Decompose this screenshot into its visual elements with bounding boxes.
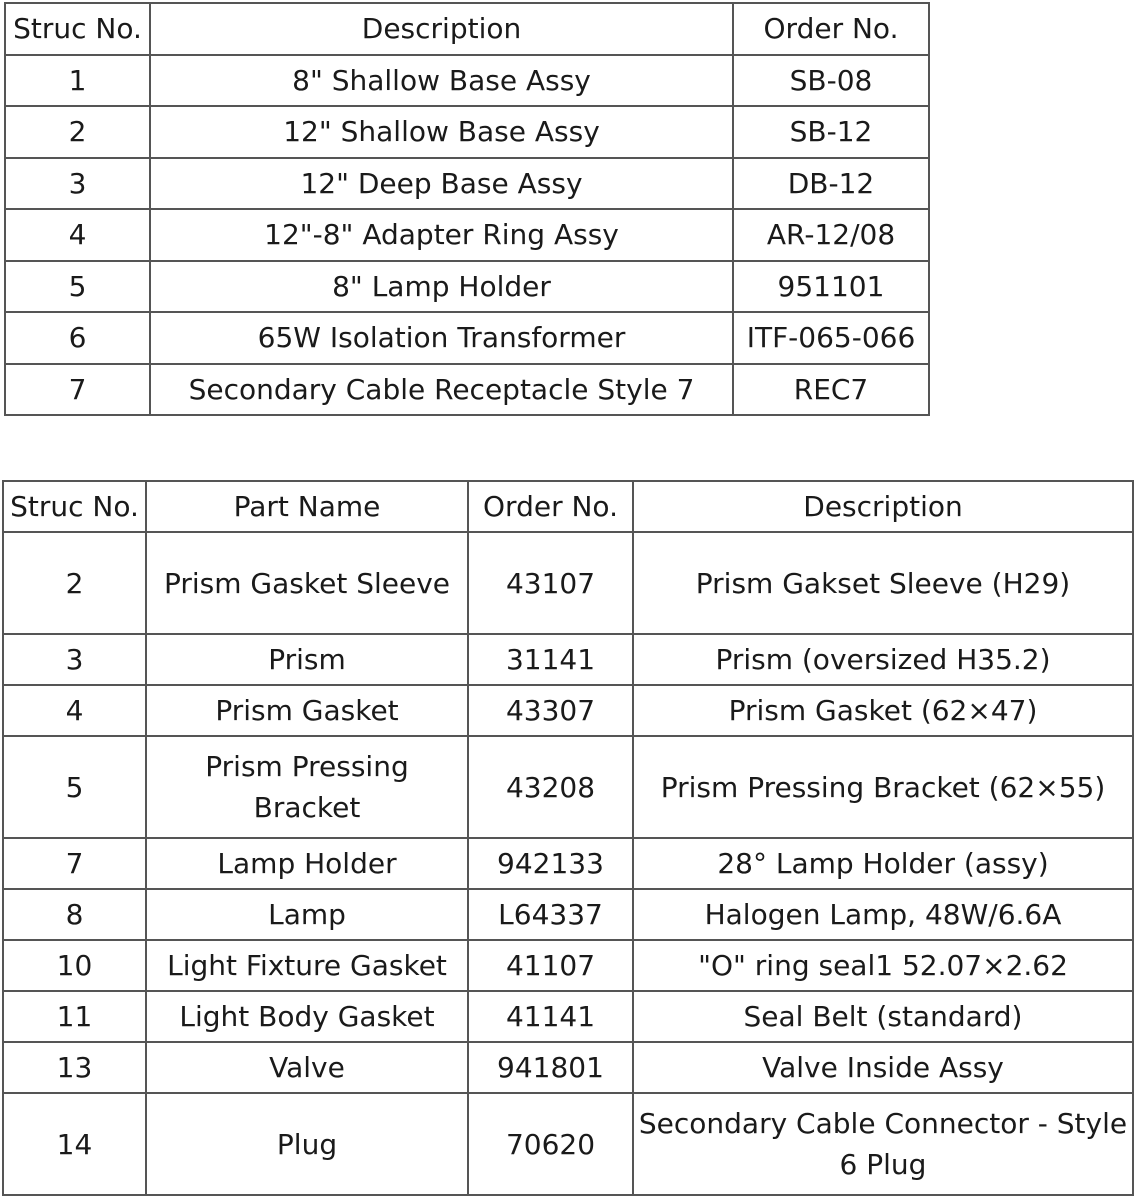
cell-description: Prism Gakset Sleeve (H29) xyxy=(633,532,1133,634)
header-struc-no: Struc No. xyxy=(5,3,150,55)
header-struc-no: Struc No. xyxy=(3,481,146,532)
cell-struc-no: 1 xyxy=(5,55,150,107)
table-row xyxy=(3,991,1133,1042)
table-row xyxy=(5,158,929,210)
cell-part-name: Plug xyxy=(146,1093,468,1195)
cell-struc-no: 6 xyxy=(5,312,150,364)
cell-part-name: Light Fixture Gasket xyxy=(146,940,468,991)
cell-struc-no: 14 xyxy=(3,1093,146,1195)
table-row xyxy=(3,940,1133,991)
table-row xyxy=(3,889,1133,940)
cell-order-no: 43208 xyxy=(468,736,633,838)
header-order-no: Order No. xyxy=(468,481,633,532)
cell-order-no: 43107 xyxy=(468,532,633,634)
cell-struc-no: 3 xyxy=(3,634,146,685)
cell-order-no: 951101 xyxy=(733,261,929,313)
cell-description: Prism Pressing Bracket (62×55) xyxy=(633,736,1133,838)
header-part-name: Part Name xyxy=(146,481,468,532)
base-assembly-table xyxy=(4,2,930,416)
cell-order-no: DB-12 xyxy=(733,158,929,210)
cell-struc-no: 2 xyxy=(5,106,150,158)
cell-order-no: 41141 xyxy=(468,991,633,1042)
cell-description: "O" ring seal1 52.07×2.62 xyxy=(633,940,1133,991)
cell-part-name: Prism Gasket xyxy=(146,685,468,736)
cell-order-no: 70620 xyxy=(468,1093,633,1195)
cell-description: 8" Shallow Base Assy xyxy=(150,55,733,107)
cell-order-no: 41107 xyxy=(468,940,633,991)
cell-description: Valve Inside Assy xyxy=(633,1042,1133,1093)
cell-order-no: 43307 xyxy=(468,685,633,736)
cell-order-no: 941801 xyxy=(468,1042,633,1093)
table-row xyxy=(5,261,929,313)
header-order-no: Order No. xyxy=(733,3,929,55)
table-header-row xyxy=(3,481,1133,532)
cell-order-no: SB-12 xyxy=(733,106,929,158)
cell-description: Prism Gasket (62×47) xyxy=(633,685,1133,736)
table-row xyxy=(5,364,929,416)
table-row xyxy=(5,106,929,158)
table-row xyxy=(3,1093,1133,1195)
cell-struc-no: 2 xyxy=(3,532,146,634)
cell-struc-no: 5 xyxy=(5,261,150,313)
cell-description: Secondary Cable Receptacle Style 7 xyxy=(150,364,733,416)
table-row xyxy=(3,736,1133,838)
table-row xyxy=(3,685,1133,736)
cell-struc-no: 3 xyxy=(5,158,150,210)
table-row xyxy=(5,209,929,261)
parts-table xyxy=(2,480,1134,1196)
cell-order-no: 942133 xyxy=(468,838,633,889)
cell-part-name: Valve xyxy=(146,1042,468,1093)
cell-description: 65W Isolation Transformer xyxy=(150,312,733,364)
cell-struc-no: 4 xyxy=(5,209,150,261)
table-row xyxy=(5,312,929,364)
cell-order-no: SB-08 xyxy=(733,55,929,107)
table-row xyxy=(3,532,1133,634)
cell-part-name: Prism xyxy=(146,634,468,685)
cell-description: Prism (oversized H35.2) xyxy=(633,634,1133,685)
cell-description: Halogen Lamp, 48W/6.6A xyxy=(633,889,1133,940)
cell-struc-no: 5 xyxy=(3,736,146,838)
cell-struc-no: 4 xyxy=(3,685,146,736)
cell-part-name: Prism Gasket Sleeve xyxy=(146,532,468,634)
cell-part-name: Prism Pressing Bracket xyxy=(146,736,468,838)
cell-part-name: Light Body Gasket xyxy=(146,991,468,1042)
cell-description: 12"-8" Adapter Ring Assy xyxy=(150,209,733,261)
table-row xyxy=(5,55,929,107)
cell-description: Seal Belt (standard) xyxy=(633,991,1133,1042)
cell-struc-no: 13 xyxy=(3,1042,146,1093)
cell-struc-no: 8 xyxy=(3,889,146,940)
cell-description: 12" Shallow Base Assy xyxy=(150,106,733,158)
cell-struc-no: 7 xyxy=(5,364,150,416)
cell-description: Secondary Cable Connector - Style 6 Plug xyxy=(633,1093,1133,1195)
table-row xyxy=(3,838,1133,889)
cell-part-name: Lamp xyxy=(146,889,468,940)
cell-order-no: ITF-065-066 xyxy=(733,312,929,364)
cell-order-no: 31141 xyxy=(468,634,633,685)
cell-part-name: Lamp Holder xyxy=(146,838,468,889)
cell-description: 8" Lamp Holder xyxy=(150,261,733,313)
cell-order-no: AR-12/08 xyxy=(733,209,929,261)
cell-order-no: REC7 xyxy=(733,364,929,416)
header-description: Description xyxy=(633,481,1133,532)
cell-order-no: L64337 xyxy=(468,889,633,940)
table-row xyxy=(3,1042,1133,1093)
cell-description: 12" Deep Base Assy xyxy=(150,158,733,210)
header-description: Description xyxy=(150,3,733,55)
table-header-row xyxy=(5,3,929,55)
table-row xyxy=(3,634,1133,685)
cell-struc-no: 10 xyxy=(3,940,146,991)
cell-description: 28° Lamp Holder (assy) xyxy=(633,838,1133,889)
cell-struc-no: 11 xyxy=(3,991,146,1042)
cell-struc-no: 7 xyxy=(3,838,146,889)
